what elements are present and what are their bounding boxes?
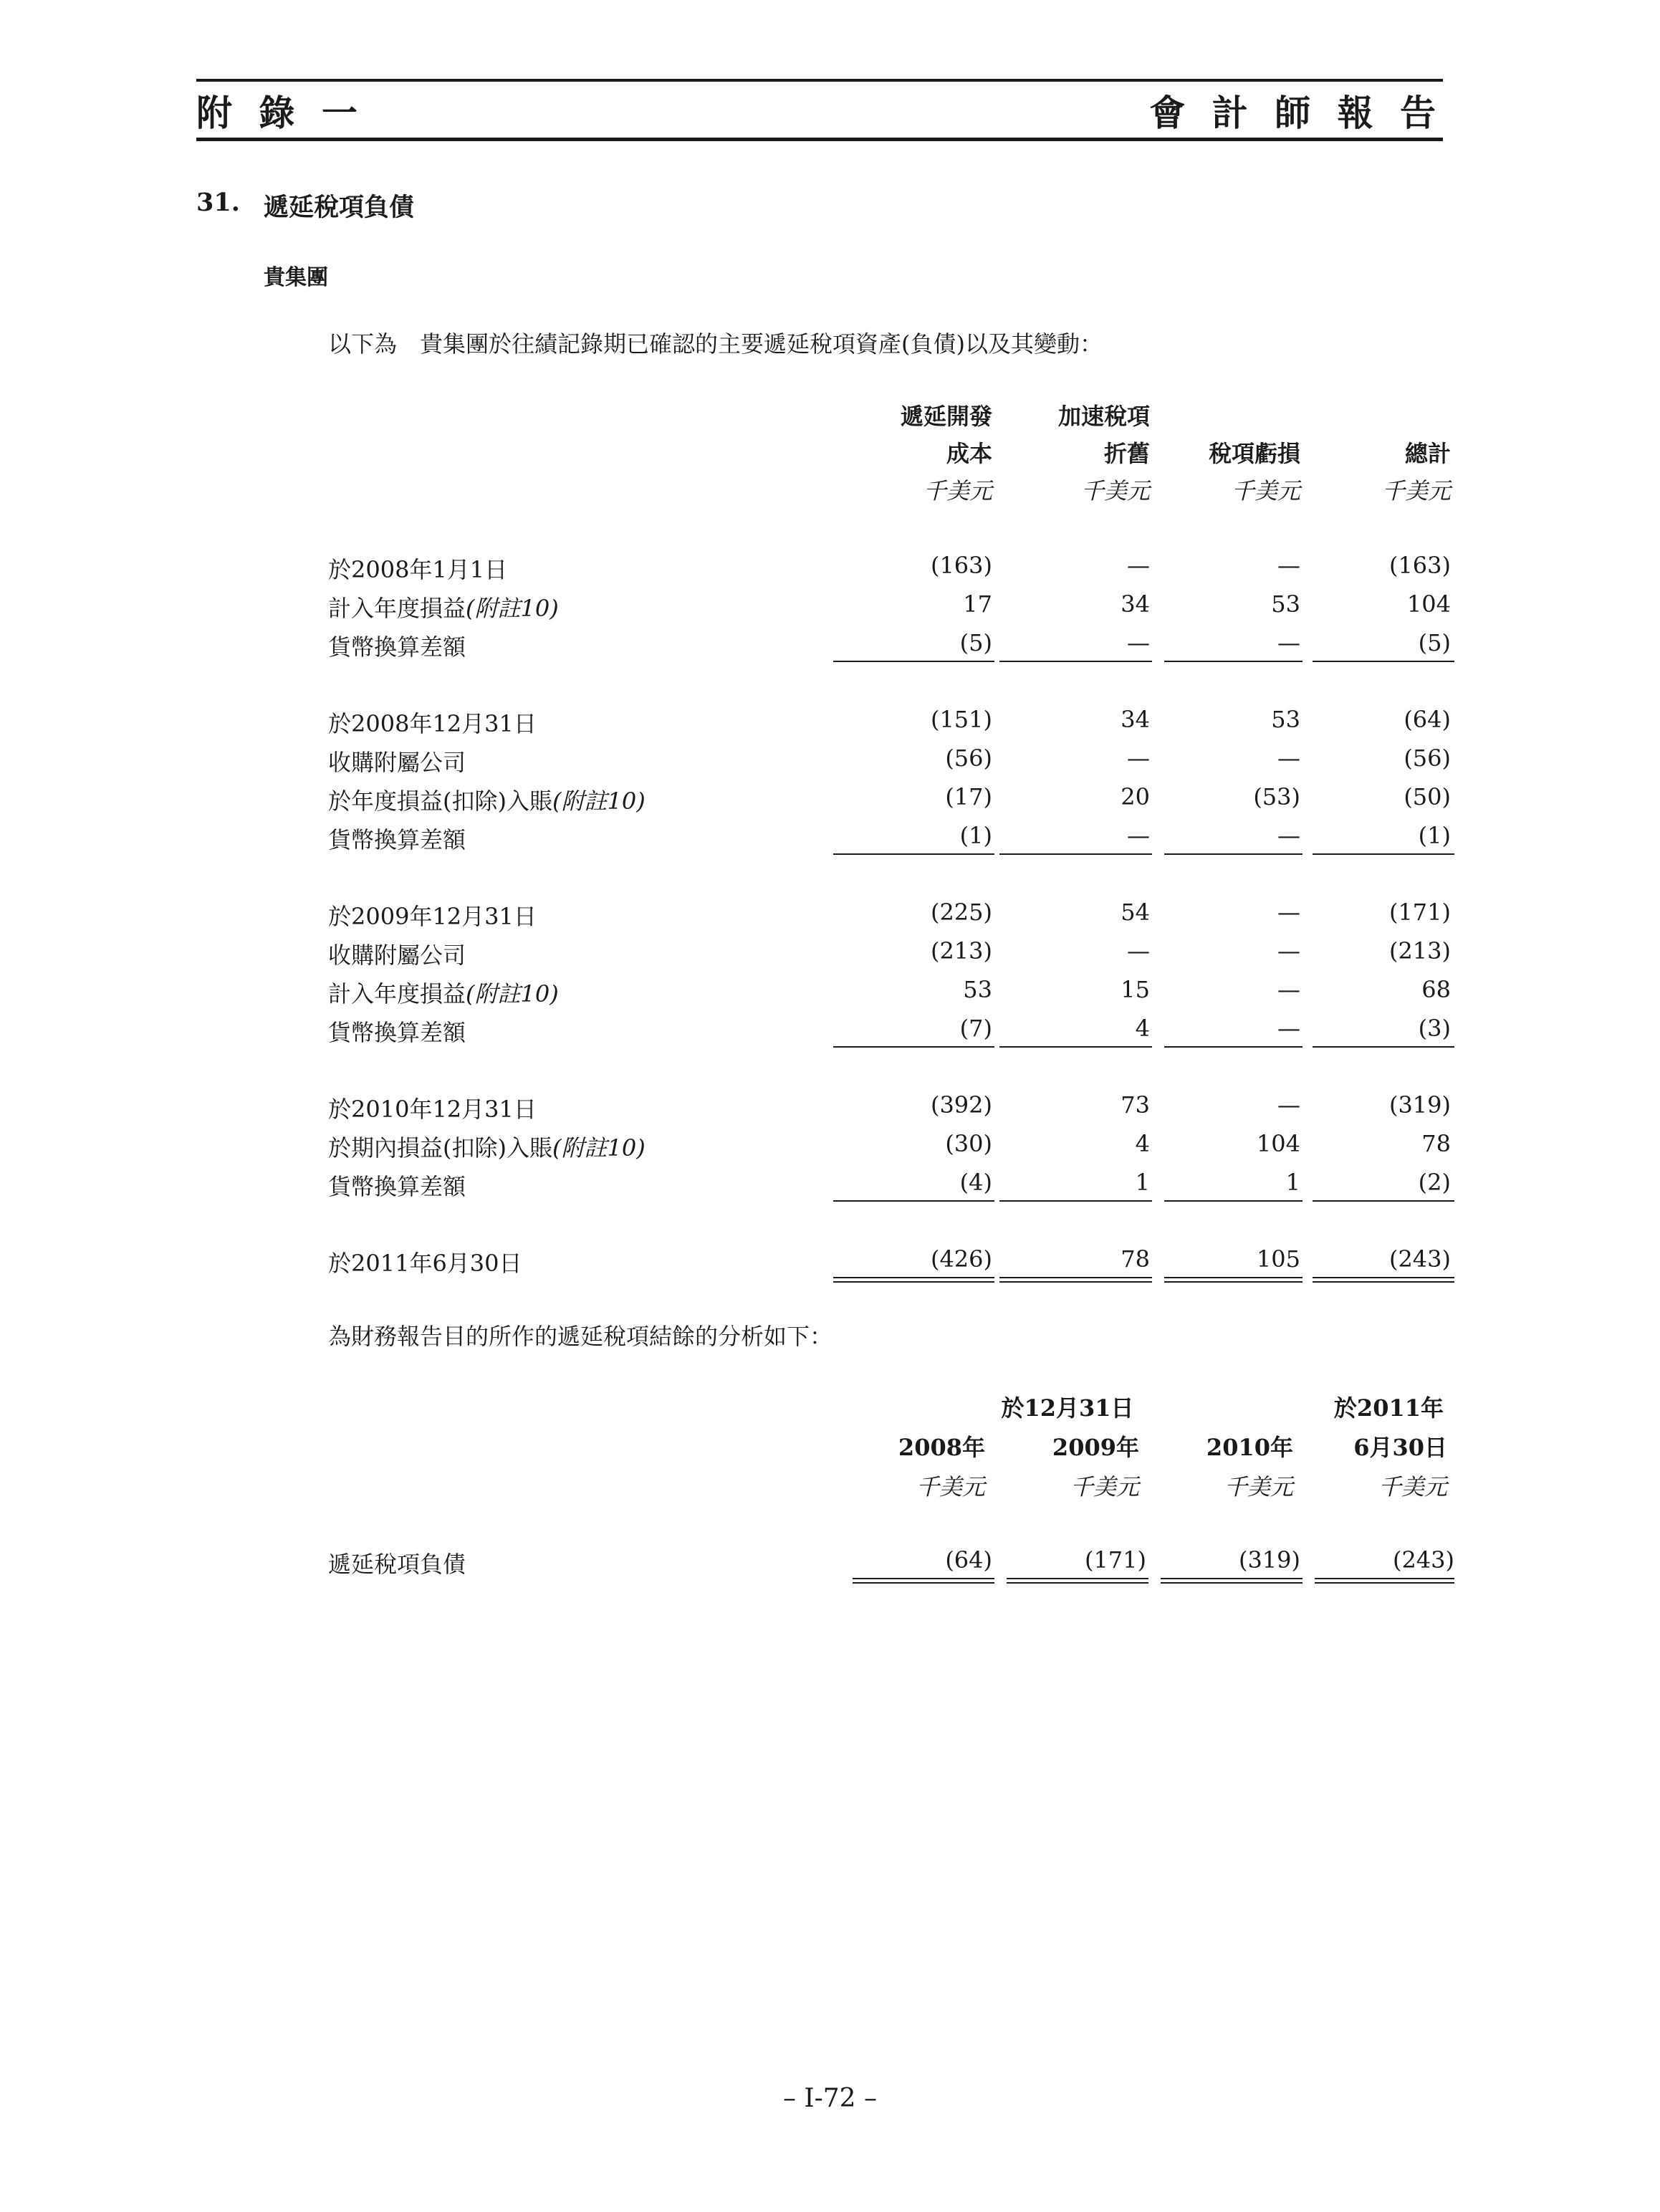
table1-cell: 34 xyxy=(1121,590,1150,618)
table1-cell: (392) xyxy=(930,1091,992,1119)
table2-col-header: 2010年 xyxy=(1206,1434,1293,1461)
table2-cell: (243) xyxy=(1392,1546,1454,1574)
table2-group-header-dec31: 於12月31日 xyxy=(1001,1394,1134,1422)
table1-row-label xyxy=(328,976,559,1009)
page-number: – I-72 – xyxy=(782,2084,878,2113)
table1-cell: — xyxy=(1277,976,1300,1003)
table1-cell: 104 xyxy=(1406,590,1451,618)
total-double-underline xyxy=(1313,1277,1454,1283)
table1-cell: 1 xyxy=(1135,1169,1150,1196)
table1-cell: (426) xyxy=(930,1245,992,1273)
table1-col-unit: 千美元 xyxy=(1381,477,1451,504)
subtotal-underline xyxy=(999,1046,1152,1048)
subtotal-underline xyxy=(833,661,994,662)
subtotal-underline xyxy=(833,853,994,855)
table1-cell: — xyxy=(1277,629,1300,656)
row-label-text: 計入年度損益 xyxy=(328,595,466,622)
total-double-underline xyxy=(999,1277,1152,1283)
table1-cell: (17) xyxy=(945,783,992,810)
table1-row-label xyxy=(328,552,507,585)
table1-cell: — xyxy=(1277,937,1300,964)
table2-col-unit: 千美元 xyxy=(916,1473,985,1500)
table1-cell: — xyxy=(1277,744,1300,772)
table1-col-unit: 千美元 xyxy=(923,477,992,504)
row-label-text: 於年度損益(扣除)入賬 xyxy=(328,787,552,815)
table2-cell: (64) xyxy=(945,1546,992,1574)
table1-row-label xyxy=(328,822,466,855)
table1-cell: (7) xyxy=(959,1015,992,1042)
table1-cell: 68 xyxy=(1421,976,1451,1003)
table1-cell: (213) xyxy=(930,937,992,964)
table1-cell: (3) xyxy=(1418,1015,1451,1042)
row-label-text: 於期內損益(扣除)入賬 xyxy=(328,1134,552,1162)
table1-col-header-line2: 稅項虧損 xyxy=(1208,440,1300,467)
table1-cell: — xyxy=(1277,899,1300,926)
table1-cell: (5) xyxy=(959,629,992,656)
row-note-ref: (附註10) xyxy=(552,787,646,815)
total-double-underline xyxy=(1164,1277,1302,1283)
table1-cell: (64) xyxy=(1404,706,1451,733)
table2-cell: (319) xyxy=(1238,1546,1300,1574)
row-label-text: 貨幣換算差額 xyxy=(328,826,466,853)
appendix-title: 附 錄 一 xyxy=(196,92,365,134)
table1-row-label xyxy=(328,590,559,623)
table1-cell: (1) xyxy=(1418,822,1451,849)
table1-cell: (151) xyxy=(930,706,992,733)
table1-cell: (30) xyxy=(945,1130,992,1157)
subtotal-underline xyxy=(1313,853,1454,855)
table1-row-label xyxy=(328,1245,522,1278)
table1-cell: 17 xyxy=(963,590,992,618)
table2-group-header-2011: 於2011年 xyxy=(1333,1394,1444,1422)
table1-row-label xyxy=(328,783,646,816)
table1-cell: — xyxy=(1127,744,1150,772)
subtotal-underline xyxy=(999,661,1152,662)
table1-col-header-line2: 總計 xyxy=(1404,440,1451,467)
table1-col-header-line2: 折舊 xyxy=(1103,440,1150,467)
table1-cell: — xyxy=(1127,822,1150,849)
table1-cell: — xyxy=(1277,1091,1300,1119)
table2-row-label: 遞延稅項負債 xyxy=(328,1551,466,1578)
subtotal-underline xyxy=(1164,853,1302,855)
row-label-text: 於2009年12月31日 xyxy=(328,903,537,930)
table1-cell: 78 xyxy=(1421,1130,1451,1157)
row-label-text: 收購附屬公司 xyxy=(328,749,466,776)
row-label-text: 貨幣換算差額 xyxy=(328,1173,466,1200)
table1-col-header-line1: 遞延開發 xyxy=(900,403,992,430)
table1-cell: (5) xyxy=(1418,629,1451,656)
table2-col-header: 2009年 xyxy=(1052,1434,1139,1461)
table1-cell: (319) xyxy=(1388,1091,1451,1119)
subtotal-underline xyxy=(999,1200,1152,1202)
subtotal-underline xyxy=(1164,1200,1302,1202)
section-number: 31. xyxy=(196,188,240,217)
table2-col-unit: 千美元 xyxy=(1224,1473,1293,1500)
row-note-ref: (附註10) xyxy=(466,980,559,1007)
table1-cell: 1 xyxy=(1285,1169,1300,1196)
table1-row-label xyxy=(328,1169,466,1202)
table1-cell: 53 xyxy=(1271,706,1300,733)
table1-cell: — xyxy=(1127,629,1150,656)
table1-cell: — xyxy=(1277,822,1300,849)
row-label-text: 於2008年12月31日 xyxy=(328,710,537,737)
table1-cell: (243) xyxy=(1388,1245,1451,1273)
group-label: 貴集團 xyxy=(264,265,328,290)
row-label-text: 貨幣換算差額 xyxy=(328,1019,466,1046)
table1-row-label xyxy=(328,706,537,739)
row-label-text: 於2010年12月31日 xyxy=(328,1096,537,1123)
table1-col-unit: 千美元 xyxy=(1080,477,1150,504)
total-double-underline xyxy=(833,1277,994,1283)
table1-cell: 73 xyxy=(1121,1091,1150,1119)
total-double-underline xyxy=(1315,1578,1454,1584)
table1-row-label xyxy=(328,1130,646,1163)
table1-row-label xyxy=(328,1091,537,1124)
table1-cell: (56) xyxy=(1404,744,1451,772)
table1-cell: — xyxy=(1127,552,1150,579)
table1-cell: 20 xyxy=(1121,783,1150,810)
table1-cell: 4 xyxy=(1135,1015,1150,1042)
subtotal-underline xyxy=(1313,1046,1454,1048)
subtotal-underline xyxy=(833,1046,994,1048)
table1-cell: (53) xyxy=(1253,783,1300,810)
table1-cell: 4 xyxy=(1135,1130,1150,1157)
header-bottom-rule xyxy=(196,138,1443,141)
table1-cell: (1) xyxy=(959,822,992,849)
table1-cell: 15 xyxy=(1121,976,1150,1003)
subtotal-underline xyxy=(1313,661,1454,662)
subtotal-underline xyxy=(833,1200,994,1202)
table1-cell: (56) xyxy=(945,744,992,772)
table1-cell: 54 xyxy=(1121,899,1150,926)
total-double-underline xyxy=(1161,1578,1302,1584)
table1-cell: 105 xyxy=(1256,1245,1300,1273)
table1-col-unit: 千美元 xyxy=(1231,477,1300,504)
table1-col-header-line2: 成本 xyxy=(946,440,992,467)
table1-row-label xyxy=(328,899,537,932)
table1-cell: (4) xyxy=(959,1169,992,1196)
table1-col-header-line1: 加速稅項 xyxy=(1057,403,1150,430)
table1-cell: 53 xyxy=(1271,590,1300,618)
total-double-underline xyxy=(1007,1578,1148,1584)
row-label-text: 於2011年6月30日 xyxy=(328,1250,522,1277)
table2-col-unit: 千美元 xyxy=(1070,1473,1139,1500)
table1-row-label xyxy=(328,629,466,662)
row-label-text: 貨幣換算差額 xyxy=(328,633,466,661)
total-double-underline xyxy=(853,1578,994,1584)
section-title: 遞延稅項負債 xyxy=(264,193,415,222)
report-title: 會 計 師 報 告 xyxy=(1149,92,1443,134)
table1-row-label xyxy=(328,1015,466,1048)
table1-cell: (225) xyxy=(930,899,992,926)
table1-cell: 34 xyxy=(1121,706,1150,733)
table2-col-header: 6月30日 xyxy=(1353,1434,1447,1461)
table1-cell: 53 xyxy=(963,976,992,1003)
table1-cell: (163) xyxy=(930,552,992,579)
table2-col-header: 2008年 xyxy=(898,1434,985,1461)
table1-cell: (163) xyxy=(1388,552,1451,579)
table1-cell: — xyxy=(1277,1015,1300,1042)
row-label-text: 計入年度損益 xyxy=(328,980,466,1007)
header-top-rule xyxy=(196,79,1443,82)
table1-row-label xyxy=(328,744,466,777)
table1-cell: — xyxy=(1127,937,1150,964)
intro-text: 以下為 貴集團於往績記錄期已確認的主要遞延稅項資產(負債)以及其變動： xyxy=(328,330,1103,358)
table1-cell: (213) xyxy=(1388,937,1451,964)
table1-cell: (2) xyxy=(1418,1169,1451,1196)
table2-col-unit: 千美元 xyxy=(1378,1473,1447,1500)
row-note-ref: (附註10) xyxy=(552,1134,646,1162)
subtotal-underline xyxy=(1164,1046,1302,1048)
table1-cell: 78 xyxy=(1121,1245,1150,1273)
table1-row-label xyxy=(328,937,466,970)
row-label-text: 於2008年1月1日 xyxy=(328,556,508,583)
row-note-ref: (附註10) xyxy=(466,595,559,622)
table1-cell: — xyxy=(1277,552,1300,579)
table2-cell: (171) xyxy=(1084,1546,1146,1574)
analysis-intro-text: 為財務報告目的所作的遞延稅項結餘的分析如下： xyxy=(328,1323,833,1350)
table1-cell: 104 xyxy=(1256,1130,1300,1157)
table1-cell: (50) xyxy=(1404,783,1451,810)
row-label-text: 收購附屬公司 xyxy=(328,942,466,969)
subtotal-underline xyxy=(999,853,1152,855)
subtotal-underline xyxy=(1164,661,1302,662)
table1-cell: (171) xyxy=(1388,899,1451,926)
subtotal-underline xyxy=(1313,1200,1454,1202)
